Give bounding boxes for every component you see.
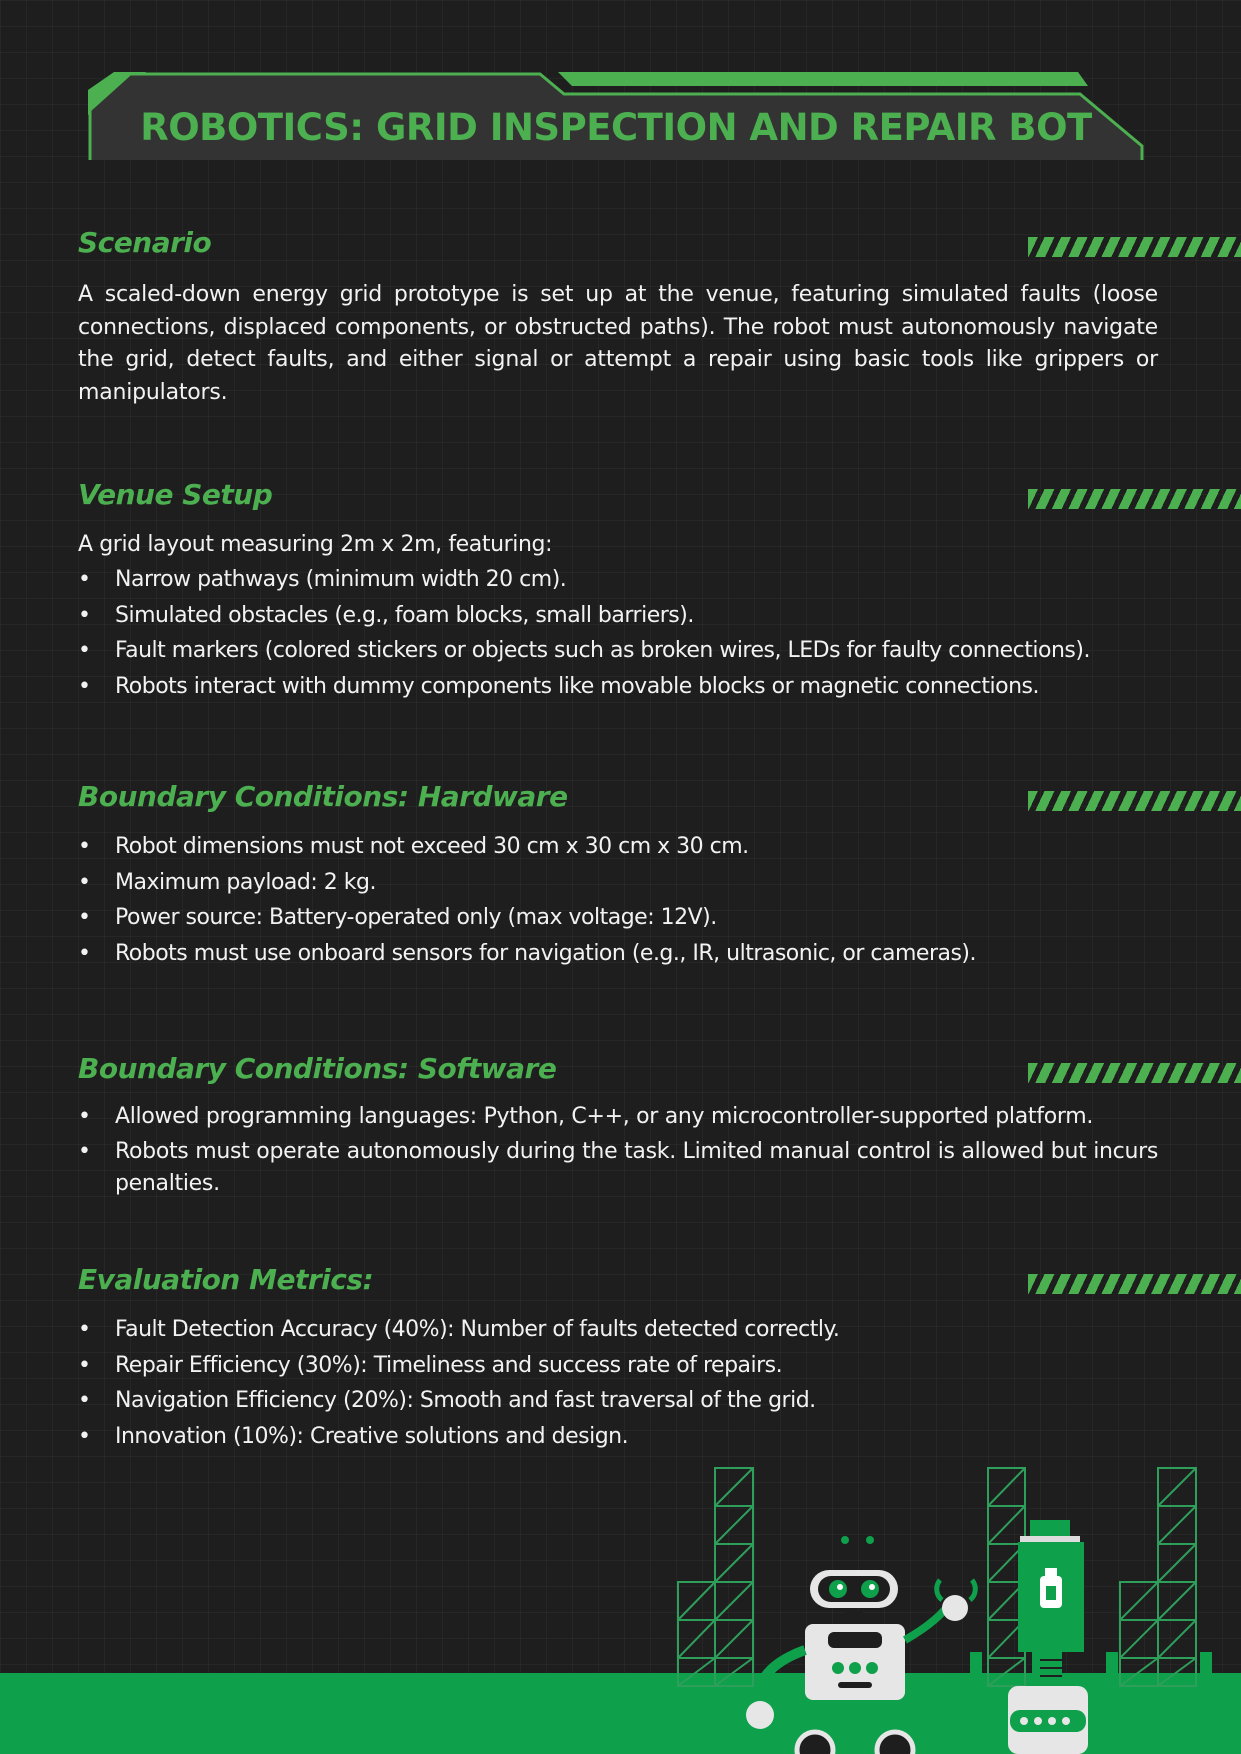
list-item-text: Narrow pathways (minimum width 20 cm). (115, 567, 567, 592)
bullet-icon: • (78, 869, 91, 895)
list-item (78, 562, 1158, 598)
software-list (78, 1101, 1158, 1200)
section-divider-stripes (1028, 791, 1241, 811)
list-item-text: Simulated obstacles (e.g., foam blocks, small barriers). (115, 602, 694, 628)
section-hardware (78, 777, 1158, 971)
bullet-icon: • (78, 1317, 91, 1342)
list-item-text: Robots must use onboard sensors for navigation (e.g., IR, ultrasonic, or cameras). (115, 940, 977, 966)
list-item (78, 1383, 1158, 1419)
list-item (78, 829, 1158, 865)
section-divider-stripes (1028, 1274, 1241, 1294)
venue-intro: A grid layout measuring 2m x 2m, featuring: (78, 532, 553, 557)
section-venue-setup (78, 475, 1158, 704)
list-item (78, 633, 1158, 669)
list-item-text: Robots interact with dummy components like movable blocks or magnetic connections. (115, 673, 1039, 699)
venue-list (78, 562, 1158, 704)
list-item-text: Repair Efficiency (30%): Timeliness and success rate of repairs. (115, 1352, 783, 1378)
bullet-icon: • (78, 905, 91, 930)
bullet-icon: • (78, 1139, 91, 1164)
section-divider-stripes (1028, 237, 1241, 257)
list-item-text: Allowed programming languages: Python, C++, or any microcontroller-supported platform. (115, 1104, 1094, 1129)
section-evaluation (78, 1260, 1158, 1454)
section-heading: Boundary Conditions: Software (78, 1052, 557, 1085)
list-item (78, 669, 1158, 705)
grid-towers-icon (678, 1468, 1196, 1686)
robot-icon (746, 1536, 975, 1754)
section-software (78, 1049, 1158, 1203)
bullet-icon: • (78, 673, 91, 699)
section-heading: Venue Setup (78, 478, 273, 511)
bullet-icon: • (78, 1423, 91, 1449)
section-divider-stripes (1028, 489, 1241, 509)
list-item (78, 1136, 1158, 1200)
bullet-icon: • (78, 940, 91, 966)
list-item (78, 865, 1158, 901)
section-heading: Scenario (78, 226, 212, 259)
charging-station-icon (1008, 1520, 1088, 1754)
evaluation-list (78, 1312, 1158, 1454)
list-item-text: Innovation (10%): Creative solutions and design. (115, 1423, 629, 1449)
title-banner (88, 70, 1144, 162)
hardware-list (78, 829, 1158, 971)
page-title: ROBOTICS: GRID INSPECTION AND REPAIR BOT (140, 106, 1092, 149)
robot-illustration (600, 1460, 1241, 1754)
list-item (78, 1312, 1158, 1348)
scenario-paragraph: A scaled-down energy grid prototype is set up at the venue, featuring simulated faults (loose connections, displaced components, or obstructed paths). The robot must autonomously navigate the grid, detect faults, and either signal or attempt a repair using basic tools like grippers or manipulators. (78, 282, 1158, 405)
list-item-text: Fault Detection Accuracy (40%): Number of faults detected correctly. (115, 1317, 840, 1342)
section-heading: Evaluation Metrics: (78, 1263, 374, 1296)
list-item (78, 1101, 1158, 1133)
list-item (78, 900, 1158, 936)
list-item-text: Maximum payload: 2 kg. (115, 869, 376, 895)
list-item (78, 1348, 1158, 1384)
bullet-icon: • (78, 834, 91, 859)
list-item-text: Robots must operate autonomously during the task. Limited manual control is allowed but incurs penalties. (115, 1139, 1158, 1196)
list-item-text: Navigation Efficiency (20%): Smooth and fast traversal of the grid. (115, 1388, 816, 1413)
list-item-text: Robot dimensions must not exceed 30 cm x 30 cm x 30 cm. (115, 834, 749, 859)
section-divider-stripes (1028, 1063, 1241, 1083)
bullet-icon: • (78, 1104, 91, 1129)
list-item (78, 936, 1158, 972)
bullet-icon: • (78, 638, 91, 663)
bullet-icon: • (78, 567, 91, 592)
list-item-text: Power source: Battery-operated only (max voltage: 12V). (115, 905, 717, 930)
list-item-text: Fault markers (colored stickers or objects such as broken wires, LEDs for faulty connections). (115, 638, 1090, 663)
list-item (78, 1419, 1158, 1455)
bullet-icon: • (78, 602, 91, 628)
section-heading: Boundary Conditions: Hardware (78, 780, 568, 813)
bullet-icon: • (78, 1388, 91, 1413)
section-scenario (78, 223, 1158, 409)
bullet-icon: • (78, 1352, 91, 1378)
list-item (78, 598, 1158, 634)
